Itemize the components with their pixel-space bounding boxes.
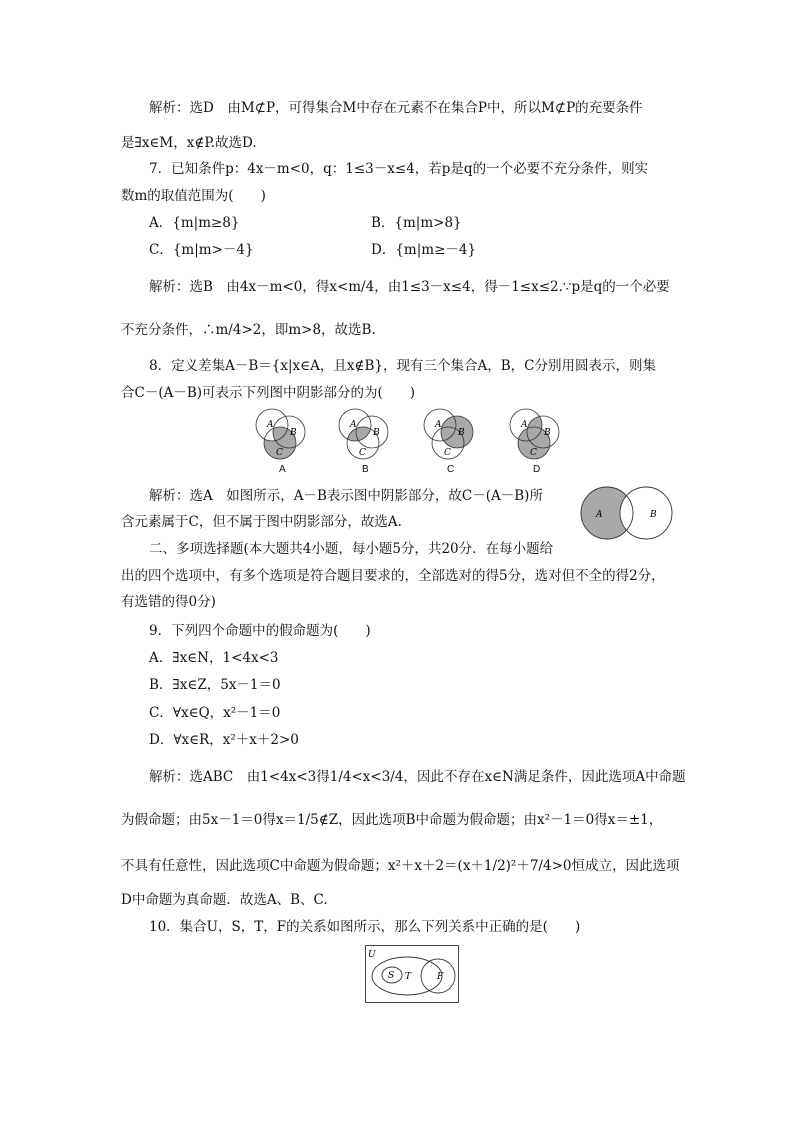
q6-solution-line2: 是∃x∈M，x∉P.故选D.: [121, 135, 257, 151]
q10-stem: 10．集合U，S，T，F的关系如图所示，那么下列关系中正确的是( ): [149, 919, 581, 935]
venn-a-label-c: C: [276, 448, 283, 458]
q6-solution-line1: 解析：选D 由M⊄P，可得集合M中存在元素不在集合P中，所以M⊄P的充要条件: [149, 100, 643, 116]
q7-option-a: A．{m|m≥8}: [149, 215, 240, 231]
venn-b-label-a: A: [350, 420, 357, 430]
venn-c-label-a: A: [435, 420, 442, 430]
q7-stem-line1: 7．已知条件p：4x－m<0，q：1≤3－x≤4，若p是q的一个必要不充分条件，则实: [149, 161, 649, 177]
venn-caption-d: D: [533, 464, 541, 475]
q9-solution-line3: 不具有任意性，因此选项C中命题为假命题；x²＋x＋2＝(x＋1/2)²＋7/4>0恒成立，因此选项: [121, 858, 680, 874]
q9-option-b: B．∃x∈Z，5x－1＝0: [149, 677, 281, 693]
venn-c-label-b: B: [458, 428, 465, 438]
set-label-f: F: [437, 972, 444, 982]
venn-option-d: [510, 409, 559, 459]
venn-caption-a: A: [279, 464, 286, 475]
venn-c-label-c: C: [444, 448, 451, 458]
a-minus-b-figure: [578, 484, 674, 542]
q7-solution-line1: 解析：选B 由4x－m<0，得x<m/4，由1≤3－x≤4，得－1≤x≤2.∵p是q的一个必要: [149, 279, 670, 295]
q9-solution-line4: D中命题为真命题．故选A、B、C.: [121, 892, 328, 908]
q7-solution-line2: 不充分条件，∴m/4>2，即m>8，故选B.: [121, 322, 376, 338]
venn-options-figure: [250, 405, 570, 470]
venn-caption-c: C: [447, 464, 455, 475]
venn-d-label-b: B: [544, 428, 551, 438]
q8-stem-line1: 8．定义差集A－B＝{x|x∈A，且x∉B}，现有三个集合A，B，C分别用圆表示，则集: [149, 358, 656, 374]
venn-caption-b: B: [362, 464, 369, 475]
venn-a-label-b: B: [290, 428, 297, 438]
set-label-t: T: [405, 972, 412, 982]
section2-line3: 有选错的得0分): [121, 594, 216, 610]
venn-b-label-b: B: [373, 428, 380, 438]
venn-d-label-a: A: [521, 420, 528, 430]
venn-option-a: [256, 409, 305, 459]
q9-option-c: C．∀x∈Q，x²－1＝0: [149, 705, 281, 721]
q8-solution-line2: 含元素属于C，但不属于图中阴影部分，故选A.: [121, 514, 402, 530]
q10-set-figure: [365, 945, 459, 1003]
figure-label-b: B: [650, 510, 657, 520]
venn-b-label-c: C: [359, 448, 366, 458]
venn-a-label-a: A: [267, 420, 274, 430]
section2-line2: 出的四个选项中，有多个选项是符合题目要求的，全部选对的得5分，选对但不全的得2分，: [121, 568, 665, 584]
venn-option-b: [339, 409, 388, 459]
figure-label-a: A: [596, 510, 603, 520]
q7-stem-line2: 数m的取值范围为( ): [121, 188, 266, 204]
q9-option-a: A．∃x∈N，1<4x<3: [149, 650, 279, 666]
section2-line1: 二、多项选择题(本大题共4小题，每小题5分，共20分．在每小题给: [149, 541, 554, 557]
q7-option-d: D．{m|m≥－4}: [371, 242, 477, 258]
q9-option-d: D．∀x∈R，x²＋x＋2>0: [149, 732, 299, 748]
q9-solution-line1: 解析：选ABC 由1<4x<3得1/4<x<3/4，因此不存在x∈N满足条件，因此选项A中命题: [149, 769, 686, 785]
q9-solution-line2: 为假命题；由5x－1＝0得x＝1/5∉Z，因此选项B中命题为假命题；由x²－1＝0得x＝±1，: [121, 812, 663, 828]
q9-stem: 9．下列四个命题中的假命题为( ): [149, 623, 371, 639]
venn-d-label-c: C: [530, 448, 537, 458]
q8-solution-line1: 解析：选A 如图所示，A－B表示图中阴影部分，故C－(A－B)所: [149, 488, 543, 504]
q7-option-b: B．{m|m>8}: [371, 215, 462, 231]
set-label-s: S: [388, 971, 395, 981]
q8-stem-line2: 合C－(A－B)可表示下列图中阴影部分的为( ): [121, 385, 416, 401]
venn-option-c: [424, 409, 473, 459]
q7-option-c: C．{m|m>－4}: [149, 242, 254, 258]
set-label-u: U: [368, 950, 376, 960]
